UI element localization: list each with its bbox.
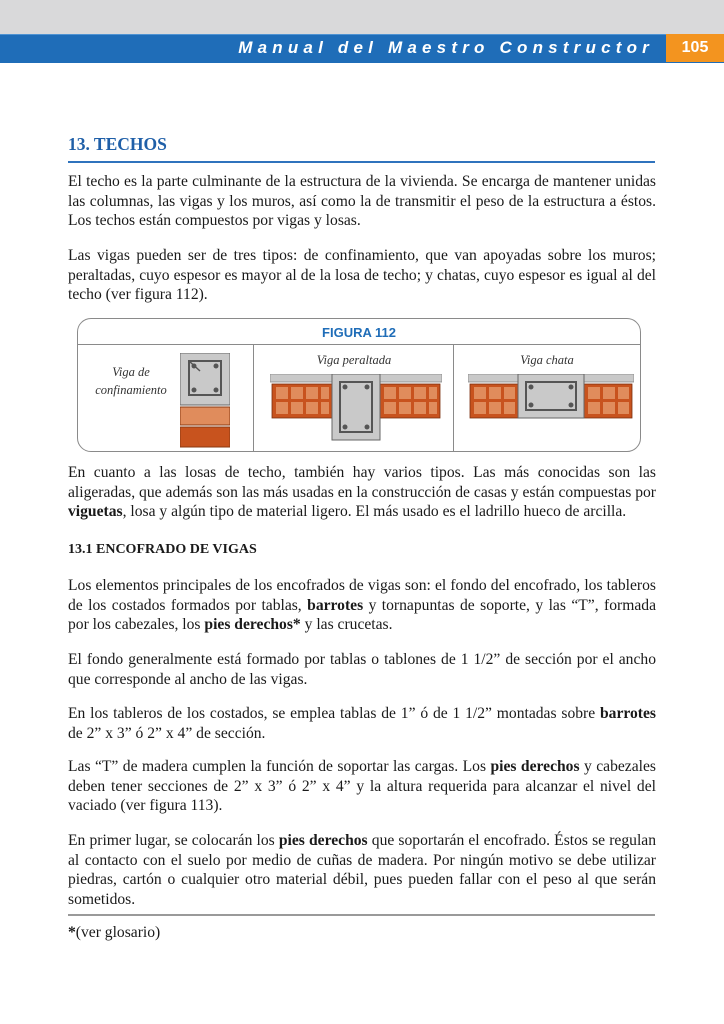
paragraph-encofrado-4: Las “T” de madera cumplen la función de soportar las cargas. Los pies derechos y cabezales deben tener secciones de 2” x 3” ó 2” x 4” y la altura requerida para alcanzar el nivel del vaciado (ver figura 113). bbox=[68, 758, 656, 814]
paragraph-encofrado-5: En primer lugar, se colocarán los pies derechos que soportarán el encofrado. Éstos se regulan al contacto con el suelo por medio de cuñas de madera. Por ningún motivo se debe utilizar piedras, cartón o cualquier otro material débil, pues pueden fallar con el peso al que serán sometidos. bbox=[68, 832, 656, 908]
figure-divider bbox=[78, 344, 640, 345]
page-number: 105 bbox=[666, 34, 724, 62]
figure-title: FIGURA 112 bbox=[322, 325, 396, 340]
paragraph-techos-1: El techo es la parte culminante de la estructura de la vivienda. Se encarga de mantener unidas las columnas, las vigas y los muros, así como la de transmitir el peso de la estructura a éstos. Los techos están compuestos por vigas y losas. bbox=[68, 173, 656, 229]
deep-beam-drawing bbox=[270, 374, 442, 446]
header-bar bbox=[0, 34, 724, 63]
paragraph-techos-2: Las vigas pueden ser de tres tipos: de confinamiento, que van apoyadas sobre los muros; peraltadas, cuyo espesor es mayor al de la losa de techo; y chatas, cuyo espesor es igual al del techo (ver figura 112). bbox=[68, 247, 656, 303]
panel2-label: Viga peraltada bbox=[316, 353, 392, 367]
figure-112 bbox=[77, 318, 641, 452]
flat-beam-drawing bbox=[468, 374, 634, 420]
paragraph-encofrado-2: El fondo generalmente está formado por tablas o tablones de 1 1/2” de sección por el ancho que corresponde al ancho de las vigas. bbox=[68, 651, 656, 688]
footnote: *(ver glosario) bbox=[68, 924, 161, 941]
paragraph-encofrado-1: Los elementos principales de los encofrados de vigas son: el fondo del encofrado, los tableros de los costados formados por tablas, barrotes y tornapuntas de soporte, y las “T”, formada por los cabezales, los pies derechos* y las crucetas. bbox=[68, 577, 656, 633]
paragraph-encofrado-3: En los tableros de los costados, se emplea tablas de 1” ó de 1 1/2” montadas sobre barrotes de 2” x 3” ó 2” x 4” de sección. bbox=[68, 705, 656, 742]
section-rule bbox=[68, 161, 655, 163]
panel3-label: Viga chata bbox=[520, 353, 574, 367]
footnote-rule bbox=[68, 914, 655, 916]
confinement-beam-drawing bbox=[180, 353, 230, 451]
paragraph-losas: En cuanto a las losas de techo, también hay varios tipos. Las más conocidas son las aligeradas, que además son las más usadas en la construcción de casas y están compuestas por viguetas, losa y algún tipo de material ligero. El más usado es el ladrillo hueco de arcilla. bbox=[68, 464, 656, 520]
subsection-title: 13.1 ENCOFRADO DE VIGAS bbox=[68, 542, 257, 557]
manual-title: Manual del Maestro Constructor bbox=[238, 38, 654, 57]
top-strip bbox=[0, 0, 724, 34]
section-title: 13. TECHOS bbox=[68, 134, 167, 154]
panel1-label: Viga de confinamiento bbox=[95, 365, 167, 397]
